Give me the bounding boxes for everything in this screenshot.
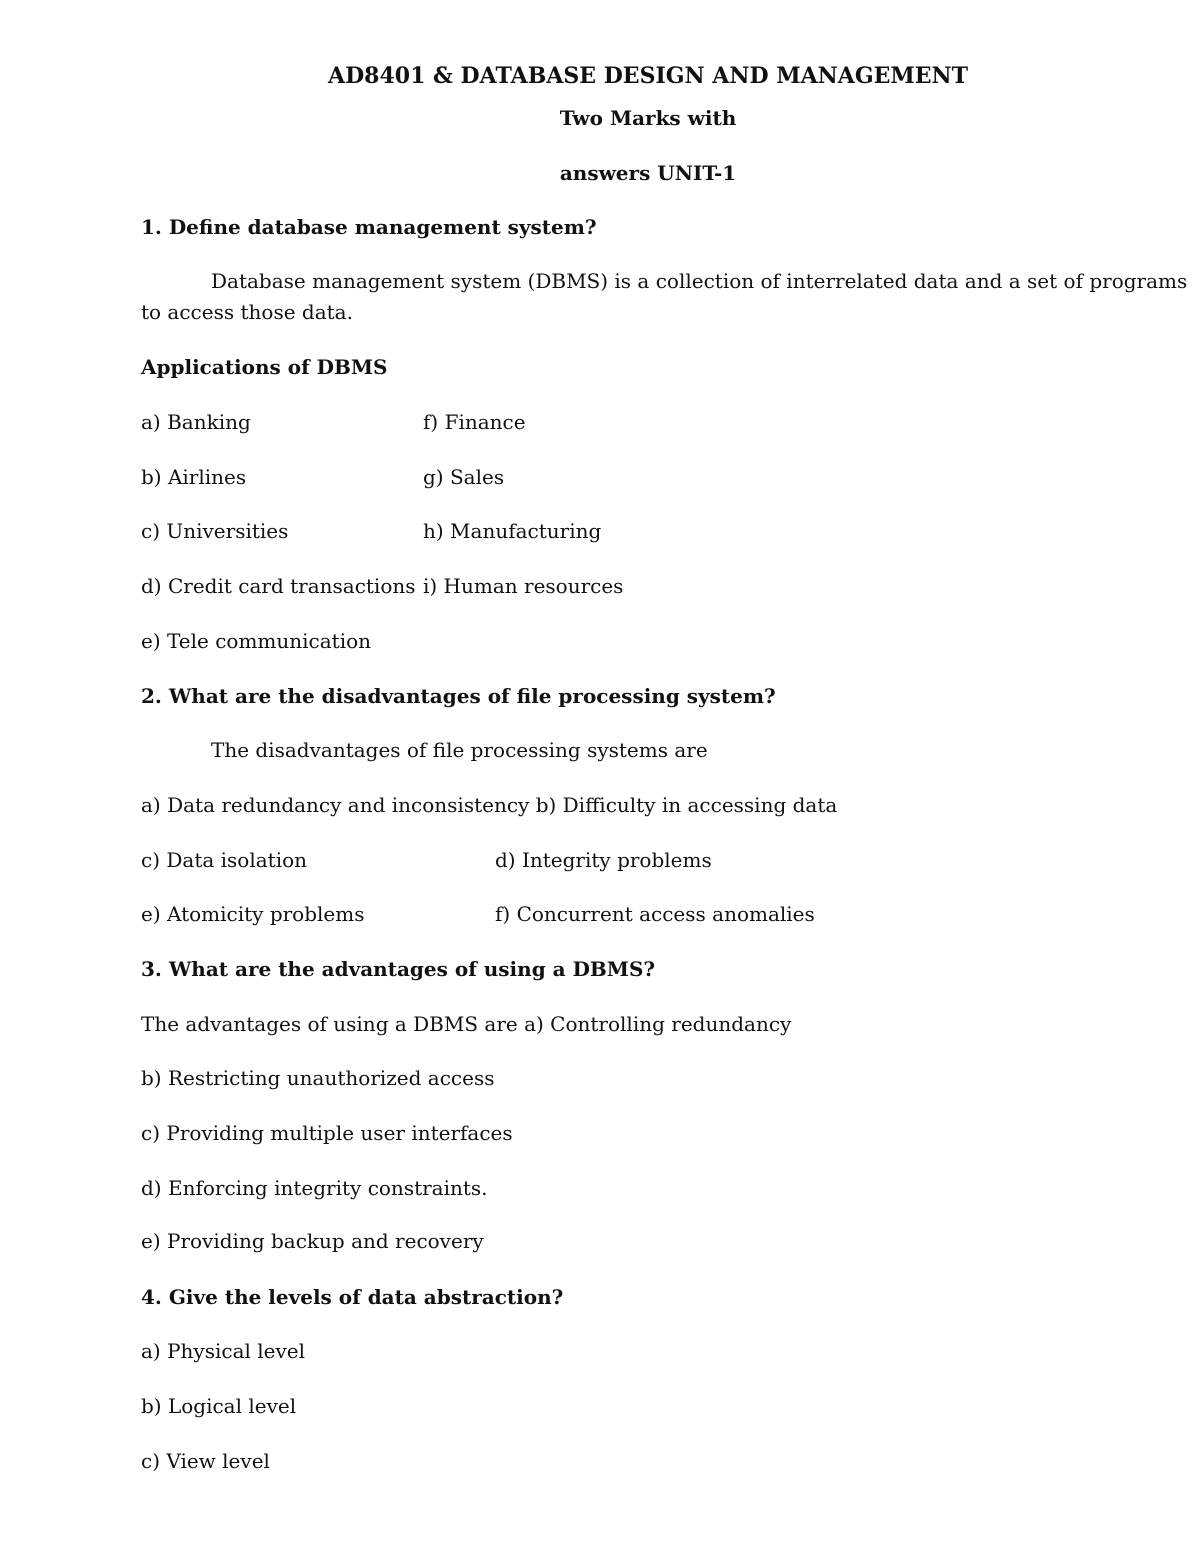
question-4-item: c) View level [141,1449,270,1473]
question-2-item: c) Data isolation [141,848,308,872]
application-item: h) Manufacturing [423,519,602,543]
question-3-item: The advantages of using a DBMS are a) Controlling redundancy [141,1012,792,1036]
question-2-item: d) Integrity problems [495,848,712,872]
question-1-answer-line-2: to access those data. [141,300,353,324]
application-item: f) Finance [423,410,526,434]
subtitle-line-1: Two Marks with [559,106,737,130]
question-1-heading: 1. Define database management system? [141,215,597,239]
application-item: e) Tele communication [141,629,372,653]
application-item: i) Human resources [423,574,624,598]
question-4-item: b) Logical level [141,1394,297,1418]
application-item: a) Banking [141,410,251,434]
application-item: d) Credit card transactions [141,574,416,598]
question-2-row-1: a) Data redundancy and inconsistency b) Difficulty in accessing data [141,793,838,817]
application-item: c) Universities [141,519,289,543]
question-2-heading: 2. What are the disadvantages of file processing system? [141,684,776,708]
question-3-item: c) Providing multiple user interfaces [141,1121,513,1145]
document-title: AD8401 & DATABASE DESIGN AND MANAGEMENT [328,63,968,89]
question-4-heading: 4. Give the levels of data abstraction? [141,1285,564,1309]
applications-heading: Applications of DBMS [141,355,388,379]
question-1-answer-line-1: Database management system (DBMS) is a collection of interrelated data and a set of programs [211,269,1188,293]
question-2-item: e) Atomicity problems [141,902,365,926]
question-2-item: f) Concurrent access anomalies [495,902,815,926]
question-2-intro: The disadvantages of file processing systems are [211,738,708,762]
question-3-heading: 3. What are the advantages of using a DBMS? [141,957,656,981]
question-4-item: a) Physical level [141,1339,306,1363]
question-3-item: d) Enforcing integrity constraints. [141,1176,488,1200]
subtitle-line-2: answers UNIT-1 [559,161,737,185]
application-item: b) Airlines [141,465,247,489]
question-3-item: b) Restricting unauthorized access [141,1066,495,1090]
question-3-item: e) Providing backup and recovery [141,1229,484,1253]
application-item: g) Sales [423,465,505,489]
